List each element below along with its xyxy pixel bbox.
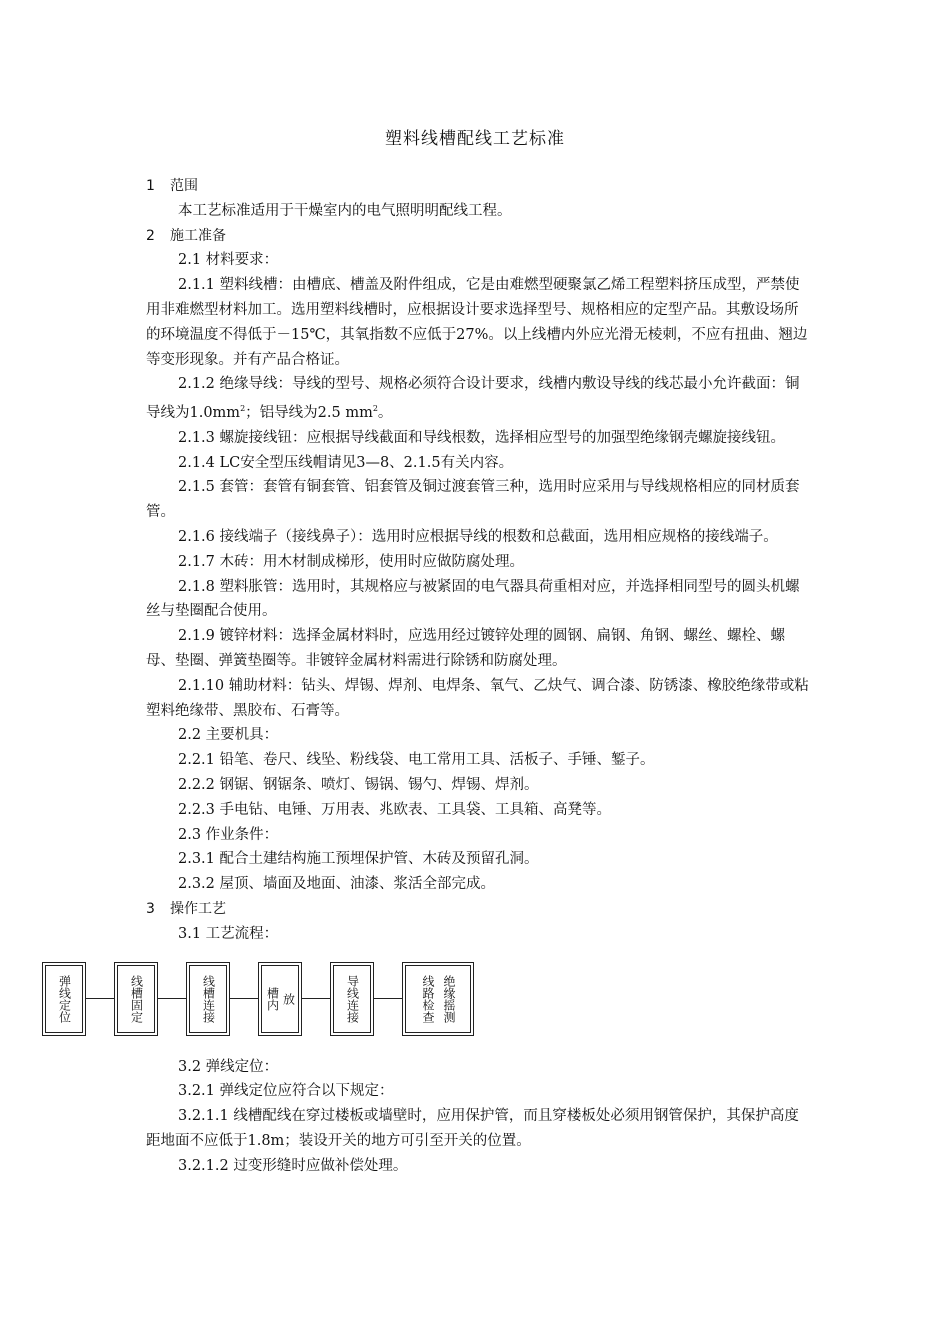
paragraph: 2.1.4 LC安全型压线帽请见3—8、2.1.5有关内容。 bbox=[178, 454, 514, 471]
document-body bbox=[57, 174, 810, 1179]
paragraph: 2.1.7 木砖：用木材制成梯形，使用时应做防腐处理。 bbox=[178, 553, 525, 570]
flow-box-label: 导线连接 bbox=[345, 974, 360, 1023]
paragraph: 2.1.1 塑料线槽：由槽底、槽盖及附件组成，它是由难燃型硬聚氯乙烯工程塑料挤压成型，严禁使用非难燃型材料加工。选用塑料线槽时，应根据设计要求选择型号、规格相应的定型产品。其敷设场所的环境温度不得低于－15℃，其氧指数不应低于27%。以上线槽内外应光滑无棱刺，不应有扭曲、翘边等变形现象。并有产品合格证。 bbox=[146, 277, 808, 368]
section-number: 1 bbox=[146, 178, 155, 194]
document-title: 塑料线槽配线工艺标准 bbox=[385, 129, 565, 149]
paragraph: 2.1.9 镀锌材料：选择金属材料时，应选用经过镀锌处理的圆钢、扁钢、角钢、螺丝、螺栓、螺母、垫圈、弹簧垫圈等。非镀锌金属材料需进行除锈和防腐处理。 bbox=[146, 628, 785, 669]
paragraph: 2.2.1 铅笔、卷尺、线坠、粉线袋、电工常用工具、活板子、手锤、錾子。 bbox=[178, 752, 655, 769]
flow-connector bbox=[230, 998, 258, 999]
section-title: 范围 bbox=[170, 178, 198, 194]
section-1-heading bbox=[146, 174, 810, 199]
flow-box-label: 线槽固定 bbox=[129, 974, 144, 1023]
flow-box bbox=[402, 962, 474, 1036]
paragraph: 2.1.5 套管：套管有铜套管、铝套管及铜过渡套管三种，选用时应采用与导线规格相应的同材质套管。 bbox=[146, 479, 800, 521]
paragraph: 2.2.2 钢锯、钢锯条、喷灯、锡锅、锡勺、焊锡、焊剂。 bbox=[178, 776, 539, 793]
flow-box bbox=[258, 962, 302, 1036]
paragraph: 2.3.2 屋顶、墙面及地面、油漆、浆活全部完成。 bbox=[178, 876, 496, 893]
flow-connector bbox=[158, 998, 186, 999]
paragraph: 3.1 工艺流程： bbox=[178, 925, 279, 942]
section-title: 施工准备 bbox=[170, 227, 226, 244]
flow-connector bbox=[374, 998, 402, 999]
flow-box-label: 绝缘摇测 bbox=[442, 974, 456, 1023]
flow-box-label: 弹线定位 bbox=[57, 974, 72, 1023]
section-number: 2 bbox=[146, 227, 155, 244]
text-run: 。 bbox=[377, 405, 393, 421]
paragraph: 2.1.6 接线端子（接线鼻子）：选用时应根据导线的根数和总截面，选用相应规格的接线端子。 bbox=[178, 528, 778, 545]
paragraph: 3.2.1 弹线定位应符合以下规定： bbox=[178, 1083, 394, 1100]
section-title: 操作工艺 bbox=[170, 900, 226, 917]
flow-connector bbox=[86, 998, 114, 999]
paragraph: 2.2.3 手电钻、电锤、万用表、兆欧表、工具袋、工具箱、高凳等。 bbox=[178, 801, 612, 818]
superscript: 2 bbox=[240, 404, 246, 414]
section-3-heading bbox=[146, 897, 810, 922]
paragraph: 2.3 作业条件： bbox=[178, 826, 279, 843]
flow-connector bbox=[302, 998, 330, 999]
paragraph: 3.2.1.1 线槽配线在穿过楼板或墙壁时，应用保护管，而且穿楼板处必须用钢管保护，其保护高度距地面不应低于1.8m；装设开关的地方可引至开关的位置。 bbox=[146, 1108, 799, 1149]
flow-box bbox=[114, 962, 158, 1036]
flow-box-label: 槽内 bbox=[265, 986, 280, 1011]
paragraph: 2.3.1 配合土建结构施工预埋保护管、木砖及预留孔洞。 bbox=[178, 851, 539, 868]
paragraph: 2.1.10 辅助材料：钻头、焊锡、焊剂、电焊条、氧气、乙炔气、调合漆、防锈漆、橡胶绝缘带或粘塑料绝缘带、黑胶布、石膏等。 bbox=[146, 677, 809, 719]
paragraph: 2.1.3 螺旋接线钮：应根据导线截面和导线根数，选择相应型号的加强型绝缘钢壳螺旋接线钮。 bbox=[178, 429, 785, 446]
paragraph: 3.2 弹线定位： bbox=[178, 1058, 279, 1075]
flow-box bbox=[186, 962, 230, 1036]
flow-box bbox=[42, 962, 86, 1036]
paragraph: 3.2.1.2 过变形缝时应做补偿处理。 bbox=[178, 1157, 408, 1174]
flow-box-label: 线槽连接 bbox=[201, 974, 216, 1023]
paragraph: 2.1 材料要求： bbox=[178, 252, 279, 269]
flow-box-label: 线路检查 bbox=[421, 974, 435, 1023]
section-number: 3 bbox=[146, 900, 155, 917]
process-flow-diagram bbox=[42, 953, 602, 1051]
text-run: ；铝导线为2.5 mm bbox=[245, 405, 373, 421]
text-run: 2.1.2 绝缘导线：导线的型号、规格必须符合设计要求，线槽内敷设导线的线芯最小允许截面：铜导线为1.0mm bbox=[146, 376, 800, 421]
paragraph bbox=[146, 372, 810, 425]
paragraph: 本工艺标准适用于干燥室内的电气照明明配线工程。 bbox=[178, 202, 512, 219]
paragraph: 2.1.8 塑料胀管：选用时，其规格应与被紧固的电气器具荷重相对应，并选择相同型号的圆头机螺丝与垫圈配合使用。 bbox=[146, 578, 800, 620]
paragraph: 2.2 主要机具： bbox=[178, 727, 279, 744]
superscript: 2 bbox=[372, 404, 378, 414]
flow-box-label: 放 bbox=[281, 992, 296, 1005]
flow-box bbox=[330, 962, 374, 1036]
section-2-heading bbox=[146, 224, 810, 249]
